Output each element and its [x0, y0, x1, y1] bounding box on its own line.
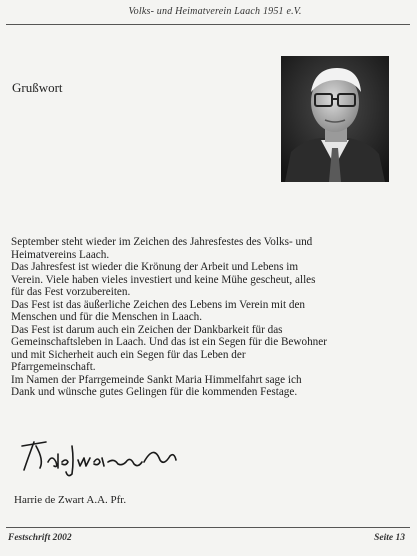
page-title: Grußwort: [12, 80, 63, 95]
footer-divider: [6, 527, 410, 528]
portrait-photo: [281, 56, 389, 182]
text-line: Gemeinschaftsleben in Laach. Und das ist ein Segen für die Bewohner: [11, 336, 327, 348]
signer-name: Harrie de Zwart A.A. Pfr.: [14, 494, 127, 506]
text-line: Pfarrgemeinschaft.: [11, 361, 96, 373]
text-line: Das Fest ist das äußerliche Zeichen des Lebens im Verein mit den: [11, 298, 306, 311]
header-divider: [6, 24, 410, 25]
footer-page-number: Seite 13: [374, 533, 405, 543]
text-line: Im Namen der Pfarrgemeinde Sankt Maria Himmelfahrt sage ich: [11, 373, 302, 386]
text-line: September steht wieder im Zeichen des Jahresfestes des Volks- und: [11, 236, 313, 248]
greeting-text: [11, 236, 403, 399]
page-header: Volks- und Heimatverein Laach 1951 e.V.: [128, 6, 302, 17]
text-line: Menschen und für die Menschen in Laach.: [11, 311, 203, 323]
text-line: Das Jahresfest ist wieder die Krönung der Arbeit und Lebens im: [11, 261, 299, 273]
text-line: für das Fest vorzubereiten.: [11, 286, 131, 298]
text-line: Das Fest ist darum auch ein Zeichen der Dankbarkeit für das: [11, 323, 283, 336]
text-line: und mit Sicherheit auch ein Segen für das Leben der: [11, 348, 246, 361]
text-line: Verein. Viele haben vieles investiert und keine Mühe gescheut, alles: [11, 273, 316, 286]
footer-publication: Festschrift 2002: [8, 533, 72, 543]
text-line: Heimatvereins Laach.: [11, 248, 110, 261]
handwritten-signature: [14, 432, 184, 482]
text-line: Dank und wünsche gutes Gelingen für die kommenden Festage.: [11, 386, 298, 398]
